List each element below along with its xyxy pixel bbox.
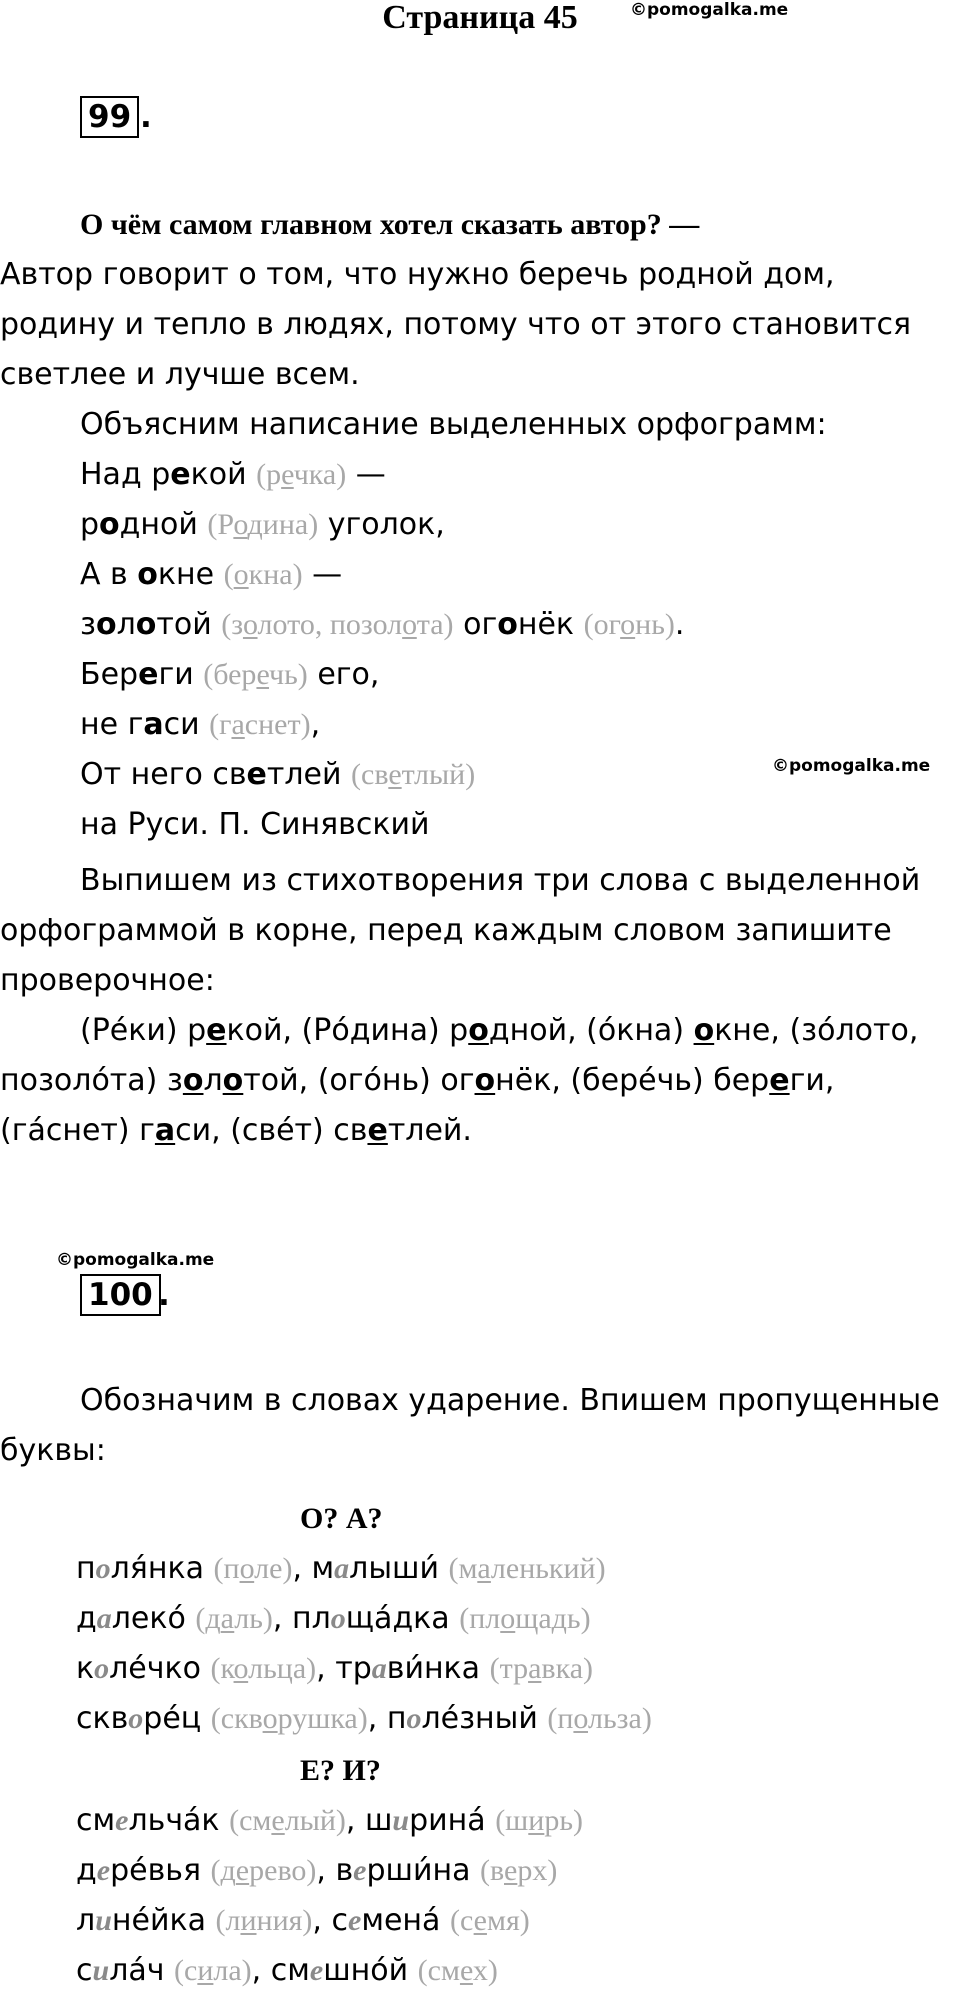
text-segment: е [504, 1854, 518, 1887]
text-segment: рь) [544, 1804, 584, 1837]
text-segment: е [138, 657, 159, 692]
text-segment: скв [76, 1701, 129, 1736]
text-segment: ( [223, 558, 234, 591]
text-segment: о [262, 1702, 278, 1735]
text-segment: , м [292, 1551, 335, 1586]
text-segment: кне [157, 557, 224, 592]
text-segment: е [459, 1954, 473, 1987]
text-segment: нёк, (бере́чь) бер [495, 1063, 770, 1098]
text-segment: рх) [517, 1854, 558, 1887]
group-heading: Е? И? [300, 1754, 381, 1787]
result-line [0, 1106, 472, 1156]
exercise-number-dot: . [140, 99, 152, 135]
text-segment: (г [209, 708, 232, 741]
word-line [76, 1846, 557, 1896]
text-segment: о [242, 608, 258, 641]
text-segment: о [497, 607, 518, 642]
text-segment: а [154, 1113, 176, 1148]
question-text: О чём самом главном хотел сказать автор? — [80, 208, 700, 241]
text-segment: о [233, 558, 249, 591]
text-segment: е [473, 1904, 487, 1937]
text-segment: леко́ [111, 1601, 196, 1636]
text-segment: о [95, 607, 117, 642]
text-segment: ле) [254, 1552, 293, 1585]
text-segment: к [76, 1651, 95, 1686]
text-segment: кой, (Ро́дина) р [226, 1013, 469, 1048]
task-line: орфограммой в корне, перед каждым словом запишите [0, 913, 892, 948]
text-segment: дной, (о́кна) [488, 1013, 694, 1048]
text-segment: о [402, 608, 417, 641]
poem-line [80, 600, 684, 650]
text-segment: о [128, 1702, 144, 1735]
poem-line [80, 650, 379, 700]
text-segment: си [163, 707, 210, 742]
poem-line [80, 450, 386, 500]
intro-line: буквы: [0, 1433, 106, 1468]
text-segment: льча́к [128, 1803, 230, 1838]
text-segment: (с [174, 1954, 198, 1987]
text-segment: той, (ого́нь) ог [243, 1063, 475, 1098]
text-segment: е [246, 757, 267, 792]
text-segment: (р [256, 458, 282, 491]
text-segment: (см [417, 1954, 460, 1987]
text-segment: лото, позол [257, 608, 403, 641]
text-segment: с [76, 1953, 93, 1988]
text-segment: не г [80, 707, 144, 742]
poem-line [80, 750, 475, 800]
poem-line [80, 700, 320, 750]
text-segment: , с [312, 1903, 348, 1938]
text-segment: а [231, 708, 245, 741]
text-segment: кна) [248, 558, 303, 591]
word-line [76, 1544, 606, 1594]
watermark: ©pomogalka.me [772, 756, 931, 776]
text-segment: чка) [293, 458, 347, 491]
text-segment: л [76, 1903, 96, 1938]
text-segment: е [348, 1904, 362, 1937]
text-segment: а [143, 707, 164, 742]
text-segment: мена́ [361, 1903, 450, 1938]
result-line [80, 1006, 918, 1056]
text-segment: , п [367, 1701, 407, 1736]
text-segment: е [115, 1804, 129, 1837]
text-segment: (пл [459, 1602, 501, 1635]
text-segment: позоло́та) з [0, 1063, 183, 1098]
text-segment: о [406, 1702, 422, 1735]
answer-line: родину и тепло в людях, потому что от этого становится [0, 307, 912, 342]
text-segment: Над р [80, 457, 171, 492]
text-segment: вка) [541, 1652, 593, 1685]
text-segment: не́йка [111, 1903, 216, 1938]
text-segment: о [233, 1652, 249, 1685]
text-segment: з [80, 607, 96, 642]
text-segment: (д [210, 1854, 236, 1887]
text-segment: и [240, 1904, 257, 1937]
text-segment: (п [213, 1552, 240, 1585]
text-segment: а [371, 1652, 387, 1685]
text-segment: ля́нка [110, 1551, 214, 1586]
text-segment: рушка) [277, 1702, 368, 1735]
text-segment: о [468, 1013, 489, 1048]
text-segment: тлый) [401, 758, 476, 791]
text-segment: дной [119, 507, 208, 542]
text-segment: п [76, 1551, 96, 1586]
text-segment: е [170, 457, 191, 492]
text-segment: д [76, 1853, 97, 1888]
word-line [76, 1896, 530, 1946]
text-segment: (см [229, 1804, 272, 1837]
word-line [76, 1694, 652, 1744]
text-segment: е [281, 458, 294, 491]
text-segment: , в [316, 1853, 354, 1888]
text-segment: (п [547, 1702, 574, 1735]
text-segment: о [95, 1552, 111, 1585]
text-segment: тлей [266, 757, 352, 792]
word-line [76, 1796, 583, 1846]
text-segment: е [271, 1804, 285, 1837]
text-segment: снет) [244, 708, 311, 741]
text-segment: (скв [210, 1702, 263, 1735]
text-segment: е [256, 658, 270, 691]
text-segment: (з [221, 608, 243, 641]
text-segment: От него св [80, 757, 247, 792]
text-segment: уголок, [318, 507, 445, 542]
text-segment: л [203, 1063, 223, 1098]
text-segment: (с [449, 1904, 474, 1937]
word-line [76, 1594, 591, 1644]
text-segment: о [500, 1602, 516, 1635]
text-segment: ль) [234, 1602, 273, 1635]
word-line [76, 1946, 498, 1996]
watermark: ©pomogalka.me [56, 1250, 215, 1270]
text-segment: (в [480, 1854, 504, 1887]
text-segment: р [80, 507, 100, 542]
explain-intro: Объясним написание выделенных орфограмм: [80, 407, 827, 442]
word-line [76, 1644, 593, 1694]
text-segment: и [392, 1804, 410, 1837]
text-segment: о [620, 608, 636, 641]
text-segment: мя) [486, 1904, 530, 1937]
text-segment: (Р [207, 508, 234, 541]
text-segment: (ш [495, 1804, 529, 1837]
exercise-number-dot: . [158, 1277, 170, 1313]
exercise-number-99: 99 [80, 96, 139, 138]
text-segment: , тр [316, 1651, 372, 1686]
text-segment: о [135, 607, 157, 642]
text-segment: и [197, 1954, 214, 1987]
text-segment: е [353, 1854, 367, 1887]
text-segment: (ог [583, 608, 621, 641]
text-segment: ща́дка [345, 1601, 460, 1636]
text-segment: е [235, 1854, 250, 1887]
text-segment: о [182, 1063, 204, 1098]
text-segment: д [76, 1601, 97, 1636]
text-segment: (св [351, 758, 389, 791]
text-segment: рево) [249, 1854, 317, 1887]
text-segment: ре́ц [143, 1701, 211, 1736]
text-segment: его, [307, 657, 380, 692]
answer-line: Автор говорит о том, что нужно беречь родной дом, [0, 257, 835, 292]
text-segment: — [302, 557, 343, 592]
text-segment: о [474, 1063, 496, 1098]
text-segment: шно́й [323, 1953, 418, 1988]
text-segment: е [769, 1063, 790, 1098]
text-segment: ги, [789, 1063, 835, 1098]
text-segment: — [346, 457, 386, 492]
text-segment: а [528, 1652, 542, 1685]
text-segment: А в [80, 557, 138, 592]
exercise-number-100: 100 [80, 1274, 161, 1316]
text-segment: е [309, 1954, 324, 1987]
text-segment: и [528, 1804, 545, 1837]
text-segment: лый) [284, 1804, 346, 1837]
text-segment: ре́вья [110, 1853, 211, 1888]
text-segment: (тр [489, 1652, 529, 1685]
text-segment: нёк [517, 607, 584, 642]
text-segment: лыши́ [349, 1551, 449, 1586]
text-segment: си, (све́т) св [175, 1113, 368, 1148]
text-segment: ле́чко [109, 1651, 211, 1686]
text-segment: ог [453, 607, 498, 642]
text-segment: ви́нка [386, 1651, 490, 1686]
text-segment: на Руси. П. Синявский [80, 807, 430, 842]
text-segment: , [310, 707, 321, 742]
text-segment: Бер [80, 657, 139, 692]
text-segment: е [96, 1854, 111, 1887]
intro-line: Обозначим в словах ударение. Впишем пропущенные [80, 1383, 940, 1418]
text-segment: о [137, 557, 158, 592]
text-segment: а [96, 1602, 112, 1635]
text-segment: чь) [269, 658, 308, 691]
text-segment: льца) [248, 1652, 317, 1685]
text-segment: а [334, 1552, 350, 1585]
text-segment: льза) [588, 1702, 652, 1735]
task-line: Выпишем из стихотворения три слова с выделенной [80, 863, 921, 898]
text-segment: (га́снет) г [0, 1113, 155, 1148]
text-segment: нь) [635, 608, 675, 641]
text-segment: (бер [203, 658, 257, 691]
text-segment: о [573, 1702, 589, 1735]
text-segment: та) [416, 608, 454, 641]
text-segment: ленький) [490, 1552, 606, 1585]
result-line [0, 1056, 834, 1106]
watermark: ©pomogalka.me [630, 0, 789, 20]
text-segment: е [388, 758, 402, 791]
text-segment: ле́зный [421, 1701, 548, 1736]
text-segment: ла́ч [109, 1953, 175, 1988]
text-segment: , см [251, 1953, 310, 1988]
text-segment: той [156, 607, 222, 642]
text-segment: х) [472, 1954, 498, 1987]
text-segment: о [239, 1552, 255, 1585]
text-segment: о [693, 1013, 715, 1048]
text-segment: см [76, 1803, 116, 1838]
text-segment: и [95, 1904, 112, 1937]
answer-line: светлее и лучше всем. [0, 357, 360, 392]
text-segment: ги [158, 657, 204, 692]
text-segment: е [367, 1113, 388, 1148]
text-segment: дина) [247, 508, 319, 541]
text-segment: (л [215, 1904, 241, 1937]
task-line: проверочное: [0, 963, 215, 998]
group-heading: О? А? [300, 1502, 383, 1535]
text-segment: а [220, 1602, 235, 1635]
text-segment: рина́ [409, 1803, 496, 1838]
poem-line [80, 800, 429, 850]
text-segment: о [222, 1063, 244, 1098]
text-segment: тлей. [387, 1113, 472, 1148]
text-segment: о [94, 1652, 110, 1685]
text-segment: кой [190, 457, 257, 492]
text-segment: о [330, 1602, 346, 1635]
text-segment: ния) [256, 1904, 313, 1937]
text-segment: е [206, 1013, 227, 1048]
text-segment: о [233, 508, 248, 541]
text-segment: (к [210, 1652, 234, 1685]
text-segment: . [674, 607, 685, 642]
text-segment: , пл [272, 1601, 331, 1636]
text-segment: (м [448, 1552, 478, 1585]
page-title: Страница 45 [382, 0, 578, 36]
text-segment: , ш [345, 1803, 393, 1838]
text-segment: кне, (зо́лото, [714, 1013, 919, 1048]
text-segment: л [116, 607, 136, 642]
poem-line [80, 550, 342, 600]
text-segment: (д [195, 1602, 221, 1635]
text-segment: (Ре́ки) р [80, 1013, 207, 1048]
text-segment: щадь) [515, 1602, 591, 1635]
text-segment: а [477, 1552, 491, 1585]
text-segment: рши́на [366, 1853, 481, 1888]
text-segment: и [92, 1954, 110, 1987]
text-segment: ла) [213, 1954, 252, 1987]
text-segment: о [99, 507, 120, 542]
poem-line [80, 500, 445, 550]
